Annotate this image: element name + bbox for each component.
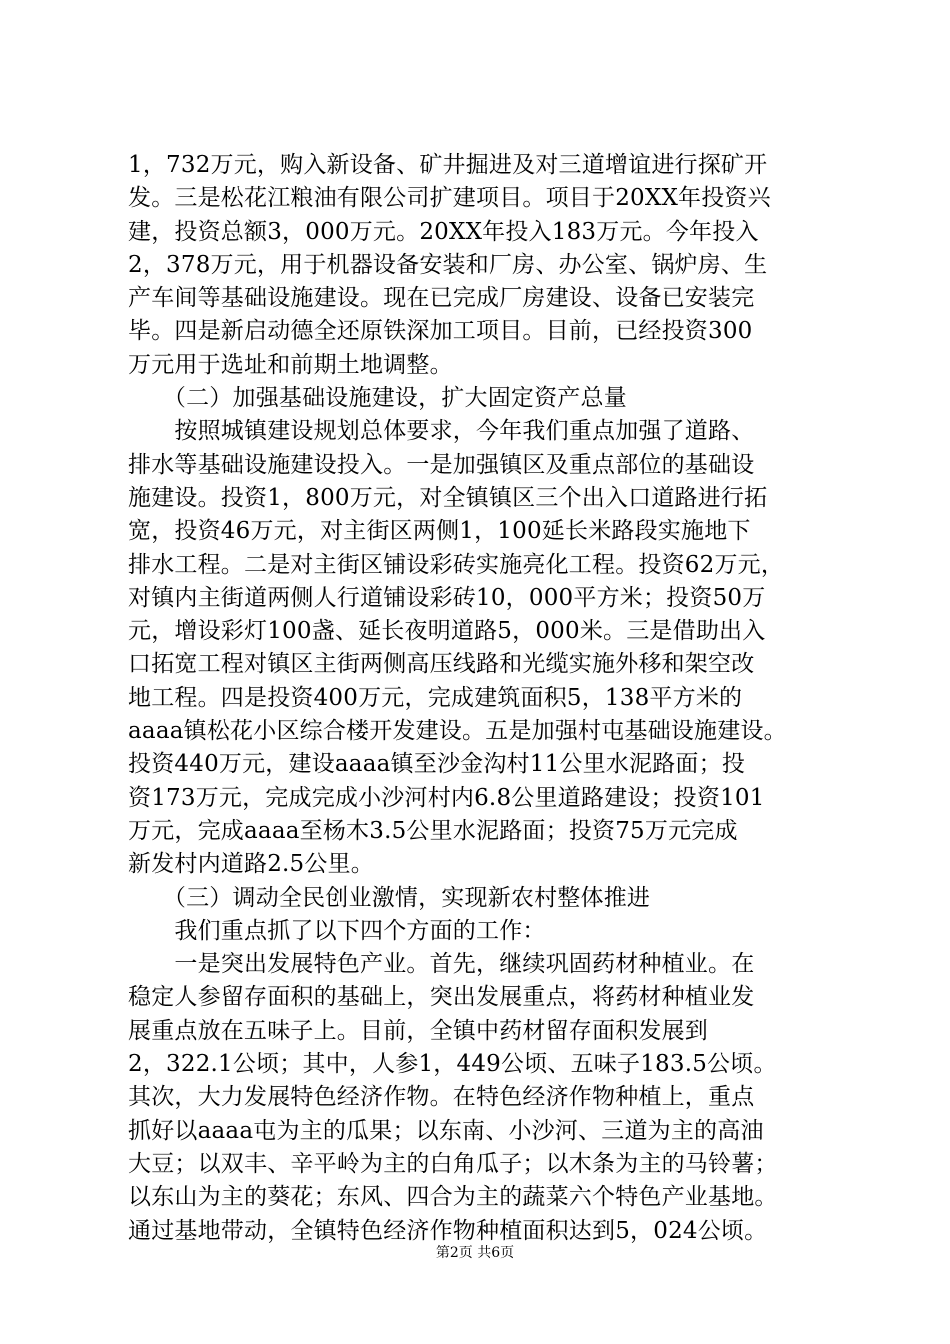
text-line: 对镇内主街道两侧人行道铺设彩砖10，000平方米；投资50万 [128,584,766,611]
text-line: 元，增设彩灯100盏、延长夜明道路5，000米。三是借助出入 [128,618,766,645]
text-line: 万元用于选址和前期土地调整。 [128,351,453,378]
section-heading: （三）调动全民创业激情，实现新农村整体推进 [128,884,651,911]
page-footer: 第2页 共6页 [435,1245,515,1261]
text-line: 地工程。四是投资400万元，完成建筑面积5，138平方米的 [128,684,743,711]
section-heading: （二）加强基础设施建设，扩大固定资产总量 [128,385,627,412]
text-line: 毕。四是新启动德全还原铁深加工项目。目前，已经投资300 [128,318,753,345]
text-line: 稳定人参留存面积的基础上，突出发展重点，将药材种植业发 [128,984,755,1011]
text-line: 新发村内道路2.5公里。 [128,851,374,878]
text-line: 施建设。投资1，800万元，对全镇镇区三个出入口道路进行拓 [128,484,768,511]
text-line: 其次，大力发展特色经济作物。在特色经济作物种植上，重点 [128,1084,755,1111]
text-line: 排水等基础设施建设投入。一是加强镇区及重点部位的基础设 [128,451,755,478]
text-line: 以东山为主的葵花；东风、四合为主的蔬菜六个特色产业基地。 [128,1184,778,1211]
text-line: 一是突出发展特色产业。首先，继续巩固药材种植业。在 [128,951,755,978]
text-line: 资173万元，完成完成小沙河村内6.8公里道路建设；投资101 [128,784,765,811]
text-line: 通过基地带动，全镇特色经济作物种植面积达到5，024公顷。 [128,1217,768,1244]
text-line: 产车间等基础设施建设。现在已完成厂房建设、设备已安装完 [128,285,755,312]
body-text [128,149,828,1248]
text-line: 万元，完成aaaa至杨木3.5公里水泥路面；投资75万元完成 [128,817,738,844]
text-line: 我们重点抓了以下四个方面的工作： [128,917,546,944]
text-line: 口拓宽工程对镇区主街两侧高压线路和光缆实施外移和架空改 [128,651,755,678]
text-line: 抓好以aaaa屯为主的瓜果；以东南、小沙河、三道为主的高油 [128,1117,764,1144]
text-line: 按照城镇建设规划总体要求，今年我们重点加强了道路、 [128,418,755,445]
text-line: 投资440万元，建设aaaa镇至沙金沟村11公里水泥路面；投 [128,751,746,778]
text-line: 发。三是松花江粮油有限公司扩建项目。项目于20XX年投资兴 [128,185,771,212]
text-line: 建，投资总额3，000万元。20XX年投入183万元。今年投入 [128,218,759,245]
text-line: 2，378万元，用于机器设备安装和厂房、办公室、锅炉房、生 [128,251,768,278]
text-line: 1，732万元，购入新设备、矿井掘进及对三道增谊进行探矿开 [128,152,768,178]
text-line: 2，322.1公顷；其中，人参1，449公顷、五味子183.5公顷。 [128,1051,777,1078]
text-line: aaaa镇松花小区综合楼开发建设。五是加强村屯基础设施建设。 [128,718,787,745]
text-line: 展重点放在五味子上。目前，全镇中药材留存面积发展到 [128,1017,708,1044]
text-line: 大豆；以双丰、辛平岭为主的白角瓜子；以木条为主的马铃薯； [128,1150,778,1177]
text-line: 宽，投资46万元，对主街区两侧1，100延长米路段实施地下 [128,518,751,545]
text-line: 排水工程。二是对主街区铺设彩砖实施亮化工程。投资62万元， [128,551,785,578]
